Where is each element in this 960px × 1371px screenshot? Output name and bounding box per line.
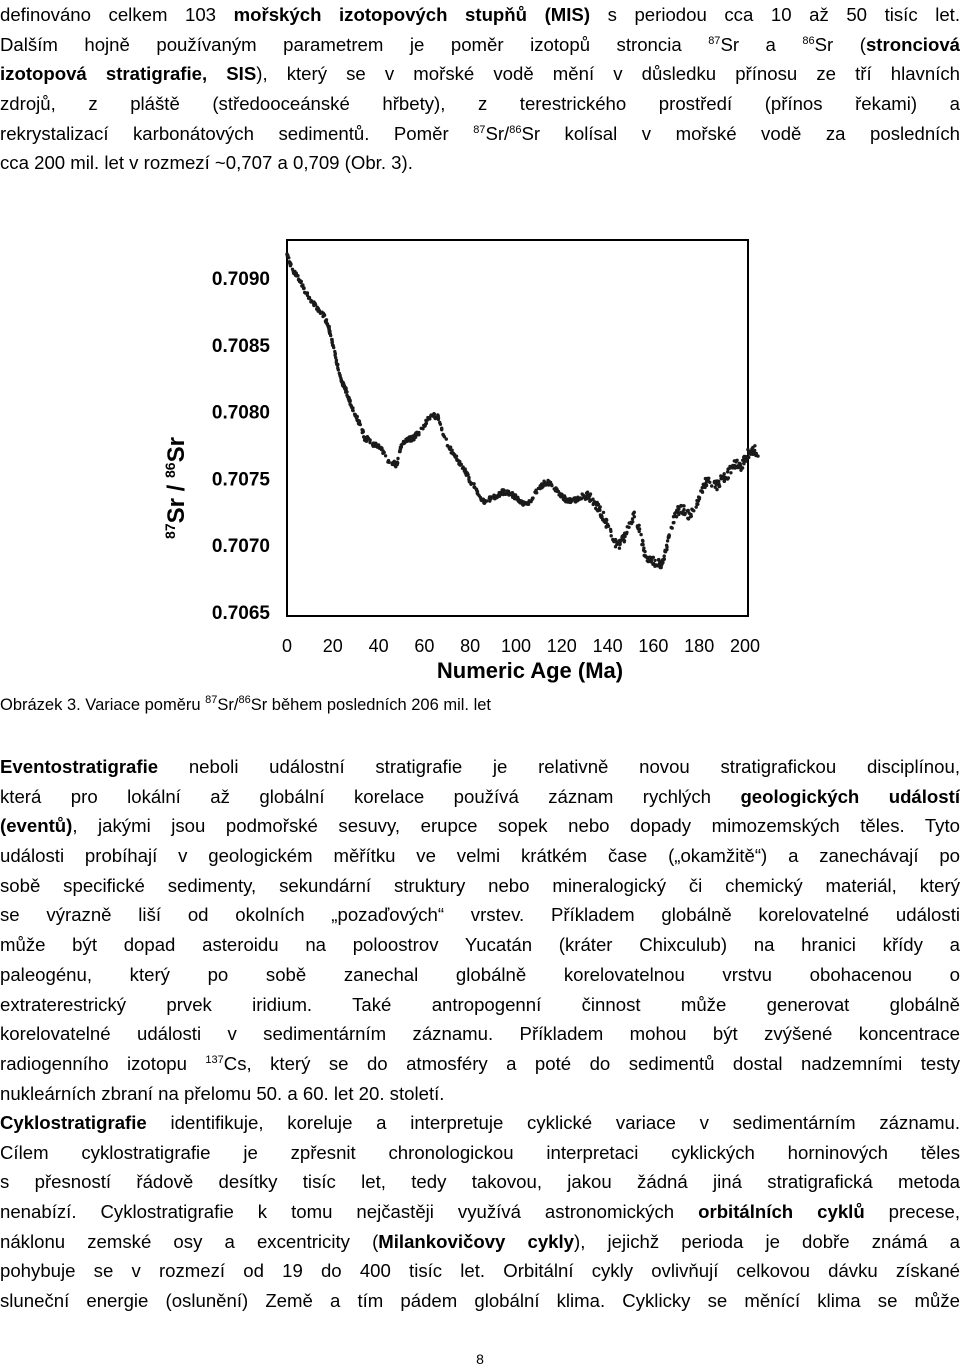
data-point xyxy=(663,550,666,553)
data-point xyxy=(455,458,458,461)
x-tick-label: 140 xyxy=(592,636,623,656)
data-point xyxy=(559,495,562,498)
data-point xyxy=(563,498,566,501)
data-point xyxy=(490,495,493,498)
data-point xyxy=(537,487,540,490)
data-point xyxy=(414,435,417,438)
data-point xyxy=(434,417,437,420)
data-point xyxy=(639,533,642,536)
data-point xyxy=(672,515,675,518)
data-point xyxy=(642,546,645,549)
y-tick-label: 0.7075 xyxy=(211,469,270,491)
figure-caption: Obrázek 3. Variace poměru $^{87}$Sr/$^{86}$Sr během posledních 206 mil. let xyxy=(0,694,492,714)
data-point xyxy=(383,451,386,454)
y-tick-label: 0.7080 xyxy=(211,402,270,424)
data-point xyxy=(752,453,755,456)
data-point xyxy=(648,556,651,559)
data-point xyxy=(386,460,389,463)
data-point xyxy=(718,485,721,488)
x-tick-label: 0 xyxy=(281,636,293,656)
data-point xyxy=(641,540,644,543)
data-point xyxy=(587,496,590,499)
data-point xyxy=(511,494,514,497)
data-point xyxy=(543,482,546,485)
data-point xyxy=(494,496,497,499)
data-point xyxy=(633,515,636,518)
data-point xyxy=(521,501,524,504)
data-point xyxy=(653,559,656,562)
data-point xyxy=(424,422,427,425)
data-point xyxy=(649,559,652,562)
data-point xyxy=(442,434,445,437)
data-point xyxy=(350,404,353,407)
x-tick-label: 80 xyxy=(460,636,481,656)
data-point xyxy=(321,315,324,318)
data-point xyxy=(327,328,330,331)
data-point xyxy=(623,535,626,538)
data-point xyxy=(680,511,683,514)
data-point xyxy=(325,320,328,323)
data-point xyxy=(362,430,365,433)
data-point xyxy=(355,415,358,418)
data-point xyxy=(618,543,621,546)
data-point xyxy=(336,363,339,366)
x-tick-label: 200 xyxy=(729,636,761,656)
data-point xyxy=(357,419,360,422)
y-tick-label: 0.7090 xyxy=(211,269,270,290)
data-point xyxy=(610,534,613,537)
data-point xyxy=(358,423,361,426)
intro-paragraph: definováno celkem 103 mořských izotopových stupňů (MIS) s periodou cca 10 až 50 tisíc let. Dalším hojně používaným parametrem je poměr izotopů stroncia $^{87}$Sr a $^{86}$Sr (stronciová izotopová stratigrafie, SIS), který se v mořské vodě mění v důsledku přínosu ze tří hlavních zdrojů, z pláště (středooceánské hřbety), z terestrického prostředí (přínos řekami) a rekrystalizací karbonátových sedimentů. Poměr $^{87}$Sr/$^{86}$Sr kolísal v mořské vodě za posledních cca 200 mil. let v rozmezí ~0,707 a 0,709 (Obr. 3). xyxy=(0,4,960,174)
data-point xyxy=(716,479,719,482)
data-point xyxy=(688,512,691,515)
data-point xyxy=(732,466,735,469)
cyclostratigraphy-paragraph: Cyklostratigrafie identifikuje, koreluje a interpretuje cyklické variace v sedimentárním záznamu. Cílem cyklostratigrafie je zpřesnit chronologickou interpretaci cyklických horninových těles s přesností řádově desítky tisíc let, tedy takovou, jakou žádná jiná stratigrafická metoda nenabízí. Cyklostratigrafie k tomu nejčastěji využívá astronomických orbitálních cyklů precese, náklonu zemské osy a excentricity (Milankovičovy cykly), jejichž perioda je dobře známá a pohybuje se v rozmezí od 19 do 400 tisíc let. Orbitální cykly ovlivňují celkovou dávku získané sluneční energie (oslunění) Země a tím pádem globální klima. Cyklicky se měnící klima se může xyxy=(0,1112,960,1312)
x-tick-labels xyxy=(282,636,760,656)
data-point xyxy=(744,457,747,460)
data-point xyxy=(347,399,350,402)
data-point xyxy=(729,471,732,474)
data-point xyxy=(305,291,308,294)
data-point xyxy=(753,444,756,447)
data-point xyxy=(344,388,347,391)
data-point xyxy=(479,496,482,499)
data-point xyxy=(644,554,647,557)
data-point xyxy=(673,512,676,515)
plot-frame xyxy=(287,240,748,616)
data-point xyxy=(682,508,685,511)
data-point xyxy=(483,499,486,502)
data-point xyxy=(661,558,664,561)
data-point xyxy=(411,438,414,441)
data-point xyxy=(581,492,584,495)
x-axis-label: Numeric Age (Ma) xyxy=(436,658,624,683)
data-point xyxy=(742,462,745,465)
data-point xyxy=(612,540,615,543)
data-point xyxy=(516,496,519,499)
data-point xyxy=(595,503,598,506)
data-point xyxy=(341,381,344,384)
data-point xyxy=(707,479,710,482)
data-point xyxy=(615,543,618,546)
data-point xyxy=(588,500,591,503)
data-point xyxy=(715,488,718,491)
y-tick-labels xyxy=(212,269,271,624)
data-point xyxy=(591,498,594,501)
data-point xyxy=(592,503,595,506)
y-axis-label: $^{87}$Sr / $^{86}$Sr xyxy=(162,437,190,539)
eventostratigraphy-paragraph: Eventostratigrafie neboli událostní stratigrafie je relativně novou stratigrafickou disciplínou, která pro lokální až globální korelace používá záznam rychlých geologických událostí (eventů), jakými jsou podmořské sesuvy, erupce sopek nebo dopady mimozemských těles. Tyto události probíhají v geologickém měřítku ve velmi krátkém čase („okamžitě“) a zanechávají po sobě specifické sedimenty, sekundární struktury nebo mineralogický či chemický materiál, který se výrazně liší od okolních „pozaďových“ vrstev. Příkladem globálně korelovatelné události může být dopad asteroidu na poloostrov Yucatán (kráter Chixculub) na hranici křídy a paleogénu, který po sobě zanechal globálně korelovatelnou vrstvu obohacenou o extraterestrický prvek iridium. Také antropogenní činnost může generovat globálně korelovatelné události v sedimentárním záznamu. Příkladem mohou být zvýšené koncentrace radiogenního izotopu $^{137}$Cs, který se do atmosféry a poté do sedimentů dostal nadzemními testy nukleárních zbraní na přelomu 50. a 60. let 20. století. xyxy=(0,756,960,1104)
data-point xyxy=(332,346,335,349)
data-point xyxy=(396,463,399,466)
data-point xyxy=(531,497,534,500)
data-point xyxy=(351,409,354,412)
data-points xyxy=(285,253,759,570)
data-point xyxy=(695,502,698,505)
data-point xyxy=(646,559,649,562)
data-point xyxy=(396,457,399,460)
data-point xyxy=(598,506,601,509)
data-point xyxy=(384,454,387,457)
data-point xyxy=(451,451,454,454)
data-point xyxy=(632,511,635,514)
data-point xyxy=(440,428,443,431)
data-point xyxy=(533,490,536,493)
data-point xyxy=(289,262,292,265)
data-point xyxy=(330,338,333,341)
data-point xyxy=(309,300,312,303)
data-point xyxy=(508,492,511,495)
data-point xyxy=(665,544,668,547)
data-point xyxy=(320,311,323,314)
data-point xyxy=(470,482,473,485)
data-point xyxy=(676,508,679,511)
data-point xyxy=(672,521,675,524)
data-point xyxy=(606,523,609,526)
data-point xyxy=(618,547,621,550)
data-point xyxy=(695,499,698,502)
data-point xyxy=(625,532,628,535)
data-point xyxy=(315,307,318,310)
data-point xyxy=(378,446,381,449)
data-point xyxy=(586,491,589,494)
data-point xyxy=(401,442,404,445)
data-point xyxy=(636,527,639,530)
data-point xyxy=(598,509,601,512)
data-point xyxy=(448,446,451,449)
x-tick-label: 160 xyxy=(638,636,669,656)
data-point xyxy=(301,285,304,288)
data-point xyxy=(667,535,670,538)
data-point xyxy=(640,543,643,546)
data-point xyxy=(328,332,331,335)
data-point xyxy=(689,515,692,518)
y-tick-label: 0.7065 xyxy=(211,603,270,624)
data-point xyxy=(727,476,730,479)
data-point xyxy=(406,437,409,440)
data-point xyxy=(568,497,571,500)
data-point xyxy=(437,414,440,417)
data-point xyxy=(691,508,694,511)
data-point xyxy=(755,452,758,455)
data-point xyxy=(671,526,674,529)
data-point xyxy=(569,501,572,504)
data-point xyxy=(605,518,608,521)
data-point xyxy=(609,530,612,533)
data-point xyxy=(428,417,431,420)
data-point xyxy=(365,439,368,442)
data-point xyxy=(629,521,632,524)
data-point xyxy=(663,554,666,557)
data-point xyxy=(398,450,401,453)
data-point xyxy=(286,254,289,257)
data-point xyxy=(679,505,682,508)
data-point xyxy=(439,423,442,426)
data-point xyxy=(421,427,424,430)
data-point xyxy=(291,268,294,271)
data-point xyxy=(602,511,605,514)
data-point xyxy=(723,480,726,483)
data-point xyxy=(312,300,315,303)
page-number: 8 xyxy=(476,1351,484,1367)
y-tick-label: 0.7085 xyxy=(211,335,270,357)
x-tick-label: 60 xyxy=(414,636,435,656)
data-point xyxy=(652,562,655,565)
data-point xyxy=(392,461,395,464)
data-point xyxy=(618,539,621,542)
data-point xyxy=(699,489,702,492)
x-tick-label: 20 xyxy=(322,636,343,656)
data-point xyxy=(337,368,340,371)
data-point xyxy=(589,492,592,495)
data-point xyxy=(722,474,725,477)
data-point xyxy=(578,497,581,500)
data-point xyxy=(460,463,463,466)
data-point xyxy=(710,484,713,487)
data-point xyxy=(362,435,365,438)
data-point xyxy=(600,516,603,519)
data-point xyxy=(666,539,669,542)
data-point xyxy=(293,272,296,275)
data-point xyxy=(334,352,337,355)
data-point xyxy=(626,525,629,528)
data-point xyxy=(499,493,502,496)
data-point xyxy=(299,280,302,283)
data-point xyxy=(454,455,457,458)
data-point xyxy=(475,488,478,491)
chart-svg xyxy=(160,230,790,690)
data-point xyxy=(547,483,550,486)
data-point xyxy=(701,486,704,489)
data-point xyxy=(335,359,338,362)
data-point xyxy=(467,478,470,481)
data-point xyxy=(622,538,625,541)
x-tick-label: 40 xyxy=(368,636,389,656)
x-tick-label: 180 xyxy=(684,636,715,656)
sr-isotope-chart xyxy=(160,230,790,690)
data-point xyxy=(338,373,341,376)
data-point xyxy=(698,496,701,499)
data-point xyxy=(573,498,576,501)
data-point xyxy=(738,462,741,465)
data-point xyxy=(747,450,750,453)
data-point xyxy=(417,432,420,435)
data-point xyxy=(584,497,587,500)
data-point xyxy=(466,473,469,476)
data-point xyxy=(464,470,467,473)
y-tick-label: 0.7070 xyxy=(211,536,270,558)
data-point xyxy=(541,485,544,488)
data-point xyxy=(652,556,655,559)
x-tick-label: 100 xyxy=(500,636,532,656)
data-point xyxy=(373,443,376,446)
data-point xyxy=(705,484,708,487)
data-point xyxy=(733,459,736,462)
data-point xyxy=(556,489,559,492)
data-point xyxy=(660,566,663,569)
x-tick-label: 120 xyxy=(546,636,577,656)
